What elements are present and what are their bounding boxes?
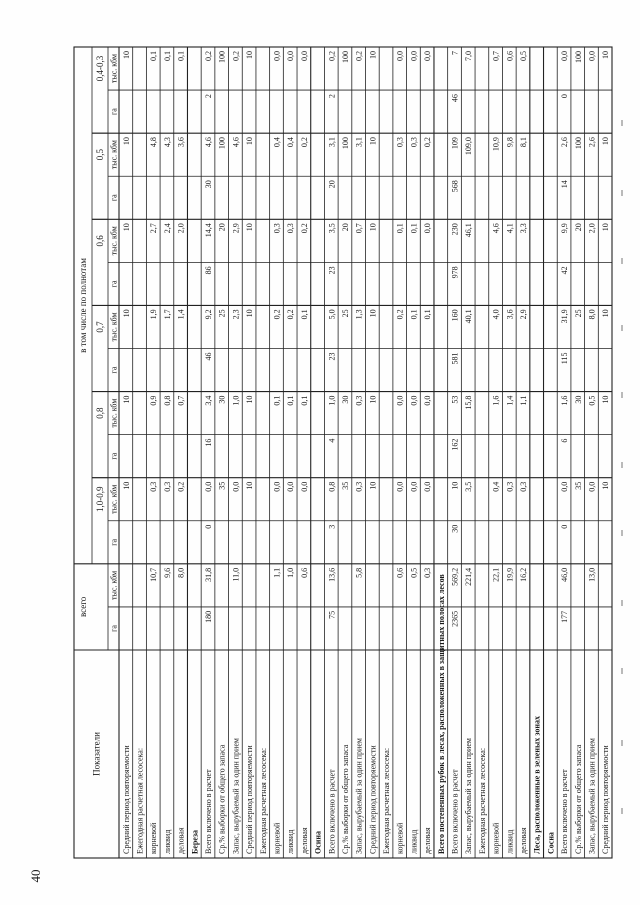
table-cell: 2 — [327, 94, 337, 99]
table-cell: 1,3 — [354, 309, 364, 320]
table-cell: 8,1 — [518, 137, 528, 148]
table-cell: 19,9 — [505, 567, 515, 582]
table-cell: 0,0 — [272, 51, 282, 61]
header-density-class: 0,8 — [95, 407, 105, 419]
table-cell: 0,0 — [560, 51, 570, 61]
table-cell: 0,4 — [272, 137, 282, 148]
table-cell: 978 — [450, 266, 460, 279]
table-cell: 5,0 — [327, 309, 337, 320]
table-cell: 6 — [560, 438, 570, 443]
table-cell: 0,2 — [231, 51, 241, 61]
table-cell: 0,3 — [354, 395, 364, 406]
table-cell: 35 — [217, 481, 227, 490]
table-cell: 35 — [340, 481, 350, 490]
section-heading: Всего постепенных рубок в лесах, расположенных в защитных полосах лесов — [436, 574, 446, 854]
section-heading: Леса, расположенные в зеленых зонах — [532, 715, 542, 854]
table-cell: 0,8 — [327, 481, 337, 492]
table-cell: 100 — [340, 137, 350, 150]
table-cell: 7 — [450, 51, 460, 55]
table-cell: 0,0 — [299, 51, 309, 61]
table-cell: 0,1 — [409, 309, 419, 320]
table-cell: 100 — [573, 51, 583, 63]
row-label: Всего включено в расчет — [204, 769, 214, 854]
table-cell: 10 — [368, 137, 378, 146]
table-cell: 221,4 — [464, 567, 474, 586]
table-cell: 0,5 — [409, 567, 419, 578]
table-cell: 581 — [450, 352, 460, 365]
table-cell: 1,0 — [286, 567, 296, 578]
row-label: Всего включено в расчет — [450, 769, 460, 854]
table-cell: 0,5 — [518, 51, 528, 61]
table-cell: 10 — [601, 223, 611, 232]
table-cell: 4,8 — [149, 137, 159, 148]
table-cell: 10,7 — [149, 567, 159, 582]
table-cell: 4,0 — [491, 309, 501, 320]
table-cell: 1,7 — [162, 309, 172, 320]
table-cell: 0 — [204, 524, 214, 529]
row-label: Ср.% выборки от общего запаса — [340, 744, 350, 854]
table-cell: 20 — [217, 223, 227, 232]
table-cell: 10 — [601, 481, 611, 490]
table-cell: 0,4 — [286, 137, 296, 148]
table-cell: 100 — [217, 51, 227, 63]
table-cell: 14,4 — [204, 223, 214, 238]
row-label: Ежегодная расчетная лесосека: — [258, 747, 268, 854]
table-cell: 0,3 — [272, 223, 282, 234]
header-density-class: 0,4-0,3 — [95, 55, 105, 82]
table-cell: 10 — [121, 223, 131, 232]
table-cell: 0,0 — [409, 481, 419, 492]
table-cell: 10 — [121, 309, 131, 318]
table-cell: 13,0 — [587, 567, 597, 582]
table-cell: 4,1 — [505, 223, 515, 234]
table-cell: 568 — [450, 180, 460, 193]
table-cell: 0,2 — [327, 51, 337, 61]
header-unit: га — [109, 194, 119, 202]
header-unit: тыс. кбм — [109, 53, 119, 84]
table-cell: 0,4 — [491, 481, 501, 492]
table-cell: 10 — [368, 223, 378, 232]
table-cell: 5,8 — [354, 567, 364, 578]
table-cell: 0,1 — [395, 223, 405, 234]
table-cell: 16 — [204, 438, 214, 447]
table-cell: 100 — [217, 137, 227, 150]
table-cell: 2 — [204, 94, 214, 99]
header-unit: тыс. кбм — [109, 484, 119, 514]
table-cell: 3,6 — [176, 137, 186, 148]
table-cell: 0 — [560, 94, 570, 99]
table-cell: 0,3 — [505, 481, 515, 492]
table-cell: 8,0 — [587, 309, 597, 320]
table-cell: 10 — [245, 309, 255, 318]
table-cell: 46 — [204, 352, 214, 361]
header-density-class: 0,7 — [95, 321, 105, 333]
header-unit: га — [109, 625, 119, 632]
table-cell: 2365 — [450, 610, 460, 627]
table-cell: 10 — [245, 223, 255, 232]
table-cell: 0,2 — [204, 51, 214, 61]
row-label: деловая — [299, 827, 309, 854]
table-cell: 0,7 — [354, 223, 364, 234]
table-cell: 0,2 — [299, 137, 309, 148]
table-cell: 3,5 — [464, 481, 474, 492]
header-unit: тыс. кбм — [109, 140, 119, 170]
table-cell: 53 — [450, 395, 460, 404]
table-cell: 2,4 — [162, 223, 172, 234]
table-cell: 25 — [340, 309, 350, 318]
table-cell: 0,6 — [505, 51, 515, 61]
table-cell: 3,3 — [518, 223, 528, 234]
row-label: ликвид — [162, 829, 172, 854]
section-heading: Береза — [190, 829, 200, 854]
table-cell: 10 — [368, 309, 378, 318]
table-cell: 160 — [450, 309, 460, 322]
table-cell: 1,9 — [149, 309, 159, 320]
header-unit: тыс. кбм — [109, 398, 119, 428]
row-label: корневой — [272, 822, 282, 854]
table-cell: 0,3 — [409, 137, 419, 148]
table-cell: 46 — [450, 94, 460, 103]
row-label: Средний период повторяемости — [601, 745, 611, 854]
header-unit: тыс. кбм — [109, 226, 119, 256]
table-cell: 10 — [601, 395, 611, 404]
table-cell: 0,0 — [395, 51, 405, 61]
table-cell: 2,6 — [560, 137, 570, 148]
table-cell: 0,0 — [286, 481, 296, 492]
table-cell: 30 — [217, 395, 227, 404]
table-cell: 30 — [450, 524, 460, 533]
table-cell: 0,7 — [491, 51, 501, 61]
table-cell: 3,6 — [505, 309, 515, 320]
table-cell: 2,7 — [149, 223, 159, 234]
table-cell: 0,0 — [423, 223, 433, 234]
table-cell: 0,0 — [286, 51, 296, 61]
table-cell: 0,2 — [286, 309, 296, 320]
table-cell: 30 — [340, 395, 350, 404]
table-cell: 0,3 — [286, 223, 296, 234]
table-cell: 4 — [327, 438, 337, 443]
table-cell: 3,5 — [327, 223, 337, 234]
row-label: ликвид — [505, 829, 515, 854]
table-cell: 10,9 — [491, 137, 501, 152]
table-cell: 10 — [245, 137, 255, 146]
table-cell: 20 — [573, 223, 583, 232]
row-label: Всего включено в расчет — [327, 769, 337, 854]
row-label: Средний период повторяемости — [368, 745, 378, 854]
table-cell: 2,9 — [231, 223, 241, 234]
table-cell: 0,0 — [204, 481, 214, 492]
table-cell: 7,0 — [464, 51, 474, 61]
table-cell: 0,0 — [423, 481, 433, 492]
table-cell: 75 — [327, 610, 337, 619]
table-cell: 0,9 — [149, 395, 159, 406]
table-cell: 1,4 — [176, 309, 186, 320]
table-cell: 2,0 — [176, 223, 186, 234]
table-cell: 9,6 — [162, 567, 172, 578]
row-label: Запас, вырубаемый за один прием — [464, 738, 474, 854]
table-cell: 20 — [340, 223, 350, 232]
table-cell: 1,6 — [560, 395, 570, 406]
table-cell: 14 — [560, 180, 570, 189]
table-cell: 1,6 — [491, 395, 501, 406]
table-cell: 0,7 — [176, 395, 186, 406]
row-label: ликвид — [409, 829, 419, 854]
table-cell: 10 — [450, 481, 460, 490]
table-cell: 100 — [340, 51, 350, 63]
row-label: деловая — [423, 827, 433, 854]
table-cell: 2,9 — [518, 309, 528, 320]
table-cell: 10 — [121, 51, 131, 59]
row-label: Всего включено в расчет — [560, 769, 570, 854]
table-cell: 0,0 — [409, 51, 419, 61]
header-unit: тыс. кбм — [109, 570, 119, 600]
table-cell: 0,6 — [299, 567, 309, 578]
table-cell: 23 — [327, 266, 337, 275]
table-cell: 1,0 — [231, 395, 241, 406]
table-cell: 9,2 — [204, 309, 214, 320]
header-unit: тыс. кбм — [109, 312, 119, 342]
table-cell: 230 — [450, 223, 460, 236]
row-label: Ежегодная расчетная лесосека: — [477, 747, 487, 854]
header-indicators: Показатели — [91, 732, 102, 776]
table-cell: 0,1 — [286, 395, 296, 406]
table-cell: 0,5 — [587, 395, 597, 406]
row-label: Средний период повторяемости — [245, 745, 255, 854]
header-density-class: 0,6 — [95, 235, 105, 247]
row-label: Запас, вырубаемый за один прием — [231, 738, 241, 854]
header-unit: га — [109, 452, 119, 460]
table-cell: 10 — [601, 137, 611, 146]
row-label: корневой — [395, 822, 405, 854]
row-label: деловая — [518, 827, 528, 854]
table-cell: 177 — [560, 610, 570, 623]
table-cell: 0,2 — [176, 481, 186, 492]
table-cell: 4,3 — [162, 137, 172, 148]
table-cell: 3,4 — [204, 395, 214, 406]
table-cell: 42 — [560, 266, 570, 275]
table-cell: 0,0 — [299, 481, 309, 492]
table-cell: 22,1 — [491, 567, 501, 582]
table-cell: 3,1 — [327, 137, 337, 148]
row-label: Запас, вырубаемый за один прием — [587, 738, 597, 854]
table-cell: 0,1 — [176, 51, 186, 61]
table-cell: 10 — [121, 137, 131, 146]
table-cell: 13,6 — [327, 567, 337, 582]
table-cell: 4,6 — [204, 137, 214, 148]
table-cell: 109 — [450, 137, 460, 150]
header-unit: га — [109, 538, 119, 546]
table-cell: 0,1 — [299, 309, 309, 320]
table-cell: 2,3 — [231, 309, 241, 320]
table-cell: 1,0 — [327, 395, 337, 406]
table-cell: 8,0 — [176, 567, 186, 578]
row-label: корневой — [491, 822, 501, 854]
table-cell: 3,1 — [354, 137, 364, 148]
table-cell: 10 — [368, 395, 378, 404]
table-cell: 2,6 — [587, 137, 597, 148]
table-cell: 0,1 — [299, 395, 309, 406]
table-cell: 10 — [121, 395, 131, 404]
table-cell: 0,0 — [423, 51, 433, 61]
table-cell: 569,2 — [450, 567, 460, 586]
table-cell: 10 — [121, 481, 131, 490]
table-cell: 46,1 — [464, 223, 474, 238]
table-cell: 0,3 — [518, 481, 528, 492]
table-cell: 180 — [204, 610, 214, 623]
header-unit: га — [109, 366, 119, 374]
table-cell: 9,9 — [560, 223, 570, 234]
table-cell: 0,1 — [149, 51, 159, 61]
table-cell: 0,1 — [162, 51, 172, 61]
table-cell: 0,2 — [395, 309, 405, 320]
table-cell: 30 — [204, 180, 214, 189]
header-density-class: 0,5 — [95, 149, 105, 161]
row-label: Ежегодная расчетная лесосека: — [135, 747, 145, 854]
table-cell: 30 — [573, 395, 583, 404]
row-label: Ср.% выборки от общего запаса — [217, 744, 227, 854]
table-cell: 10 — [601, 51, 611, 59]
table-cell: 4,6 — [491, 223, 501, 234]
table-cell: 25 — [573, 309, 583, 318]
table-cell: 0,0 — [395, 395, 405, 406]
table-cell: 10 — [601, 309, 611, 318]
table-cell: 0,3 — [149, 481, 159, 492]
table-cell: 0,0 — [587, 481, 597, 492]
header-density-class: 1,0-0,9 — [95, 486, 105, 512]
table-cell: 86 — [204, 266, 214, 275]
table-cell: 10 — [368, 481, 378, 490]
table-cell: 25 — [217, 309, 227, 318]
section-heading: Сосна — [546, 832, 556, 854]
table-cell: 100 — [573, 137, 583, 150]
table-cell: 0,3 — [162, 481, 172, 492]
table-cell: 15,8 — [464, 395, 474, 410]
table-cell: 0,1 — [409, 223, 419, 234]
row-label: корневой — [149, 822, 159, 854]
header-total: всего — [78, 596, 88, 618]
table-cell: 0,0 — [409, 395, 419, 406]
page-number: 40 — [28, 869, 43, 883]
table-cell: 1,1 — [272, 567, 282, 578]
table-cell: 40,1 — [464, 309, 474, 324]
header-unit: га — [109, 108, 119, 116]
table-cell: 1,4 — [505, 395, 515, 406]
table-cell: 4,6 — [231, 137, 241, 148]
table-cell: 0 — [560, 524, 570, 529]
row-label: Средний период повторяемости — [121, 745, 131, 854]
table-cell: 11,0 — [231, 567, 241, 582]
table-cell: 31,8 — [204, 567, 214, 582]
table-cell: 0,2 — [272, 309, 282, 320]
table-cell: 115 — [560, 352, 570, 365]
table-cell: 0,0 — [395, 481, 405, 492]
table-cell: 46,0 — [560, 567, 570, 582]
table-cell: 16,2 — [518, 567, 528, 582]
table-cell: 0,1 — [272, 395, 282, 406]
section-heading: Осина — [313, 831, 323, 854]
table-cell: 109,0 — [464, 137, 474, 156]
table-cell: 35 — [573, 481, 583, 490]
row-label: Запас, вырубаемый за один прием — [354, 738, 364, 854]
table-cell: 0,6 — [395, 567, 405, 578]
table-cell: 10 — [368, 51, 378, 59]
table-cell: 0,0 — [560, 481, 570, 492]
table-cell: 23 — [327, 352, 337, 361]
header-unit: га — [109, 280, 119, 288]
header-by-density: в том числе по полнотам — [78, 257, 88, 353]
table-cell: 0,3 — [354, 481, 364, 492]
table-cell: 9,8 — [505, 137, 515, 148]
table-cell: 10 — [245, 481, 255, 490]
table-cell: 2,0 — [587, 223, 597, 234]
table-cell: 0,3 — [423, 567, 433, 578]
table-cell: 31,9 — [560, 309, 570, 324]
table-cell: 162 — [450, 438, 460, 451]
row-label: ликвид — [286, 829, 296, 854]
table-cell: 0,2 — [299, 223, 309, 234]
table-cell: 0,0 — [423, 395, 433, 406]
table-cell: 0,0 — [231, 481, 241, 492]
row-label: Ср.% выборки от общего запаса — [573, 744, 583, 854]
table-cell: 0,2 — [423, 137, 433, 148]
table-cell: 0,8 — [162, 395, 172, 406]
table-cell: 0,1 — [423, 309, 433, 320]
table-cell: 20 — [327, 180, 337, 189]
table-cell: 0,0 — [272, 481, 282, 492]
table-cell: 10 — [245, 395, 255, 404]
row-label: деловая — [176, 827, 186, 854]
table-cell: 1,1 — [518, 395, 528, 406]
table-cell: 3 — [327, 524, 337, 529]
table-cell: 0,2 — [354, 51, 364, 61]
table-cell: 0,3 — [395, 137, 405, 148]
row-label: Ежегодная расчетная лесосека: — [382, 747, 392, 854]
table-cell: 10 — [245, 51, 255, 59]
table-cell: 0,0 — [587, 51, 597, 61]
